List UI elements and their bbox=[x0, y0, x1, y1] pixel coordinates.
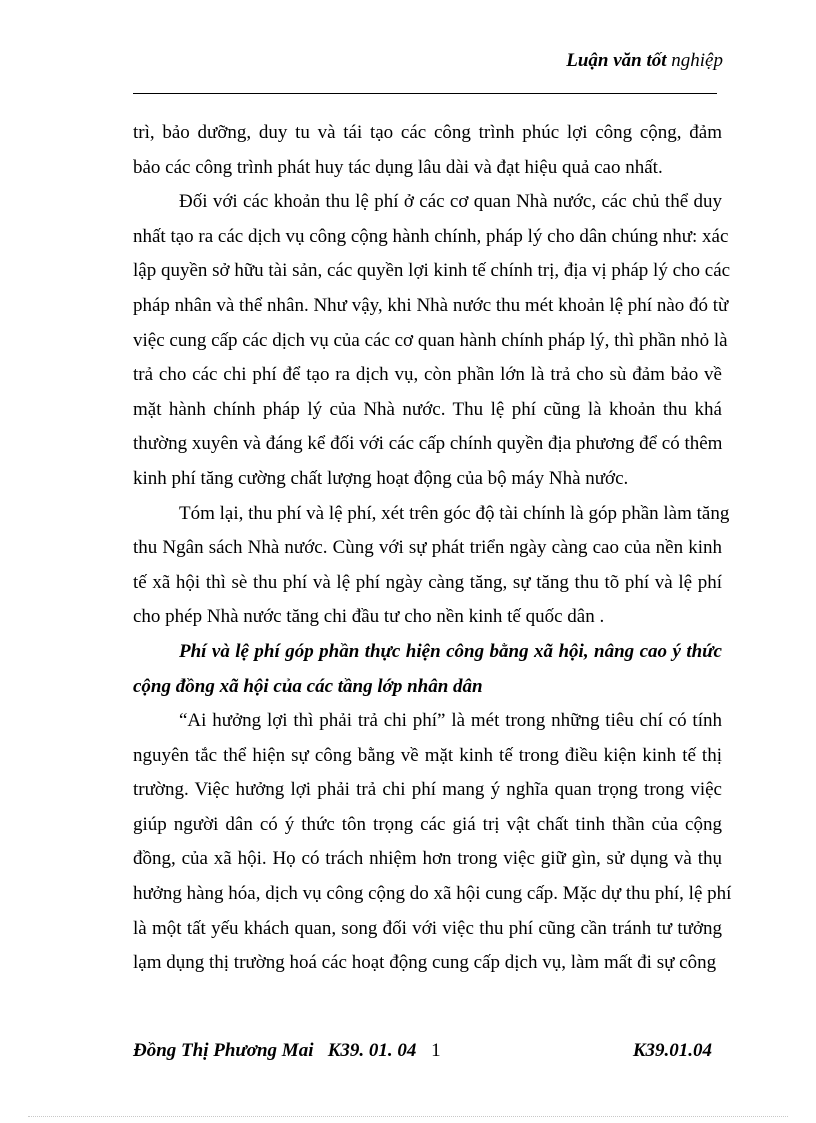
text-line: Tóm lại, thu phí và lệ phí, xét trên góc độ tài chính là góp phần làm tăng bbox=[179, 502, 730, 524]
text-line: “Ai hưởng lợi thì phải trả chi phí” là mét trong những tiêu chí có tính bbox=[179, 710, 722, 732]
footer-author bbox=[133, 1040, 441, 1062]
text-line: trả cho các chi phí để tạo ra dịch vụ, còn phần lớn là trả cho sù đảm bảo về bbox=[133, 364, 722, 386]
text-line: việc cung cấp các dịch vụ của các cơ quan hành chính pháp lý, thì phần nhỏ là bbox=[133, 329, 728, 351]
text-line: giúp người dân có ý thức tôn trọng các giá trị vật chất tinh thần của cộng bbox=[133, 813, 722, 835]
text-line: hưởng hàng hóa, dịch vụ công cộng do xã hội cung cấp. Mặc dự thu phí, lệ phí bbox=[133, 883, 732, 905]
text-line: lạm dụng thị trường hoá các hoạt động cung cấp dịch vụ, làm mất đi sự công bbox=[133, 952, 717, 974]
paragraph-3 bbox=[133, 497, 730, 635]
page-number: 1 bbox=[431, 1040, 441, 1061]
text-line: là một tất yếu khách quan, song đối với việc thu phí cũng cần tránh tư tưởng bbox=[133, 917, 722, 939]
text-line: thường xuyên và đáng kể đối với các cấp chính quyền địa phương để có thêm bbox=[133, 433, 723, 455]
paragraph-1 bbox=[133, 116, 722, 185]
text-line: cho phép Nhà nước tăng chi đầu tư cho nền kinh tế quốc dân . bbox=[133, 606, 605, 628]
text-line: trì, bảo dưỡng, duy tu và tái tạo các công trình phúc lợi công cộng, đảm bbox=[133, 122, 722, 143]
document-body bbox=[133, 116, 732, 981]
heading-line: cộng đồng xã hội của các tầng lớp nhân dân bbox=[133, 675, 483, 697]
heading-line: Phí và lệ phí góp phần thực hiện công bằng xã hội, nâng cao ý thức bbox=[179, 640, 722, 662]
section-heading bbox=[133, 635, 722, 704]
text-line: tế xã hội thì sè thu phí và lệ phí ngày càng tăng, sự tăng thu tõ phí và lệ phí bbox=[133, 571, 722, 593]
text-line: lập quyền sở hữu tài sản, các quyền lợi kinh tế chính trị, địa vị pháp lý cho các bbox=[133, 260, 731, 282]
text-line: bảo các công trình phát huy tác dụng lâu dài và đạt hiệu quả cao nhất. bbox=[133, 156, 663, 178]
page-header-title bbox=[566, 50, 723, 72]
text-line: trường. Việc hưởng lợi phải trả chi phí mang ý nghĩa quan trọng trong việc bbox=[133, 779, 722, 801]
header-title-bold: Luận văn tốt bbox=[566, 50, 667, 71]
text-line: thu Ngân sách Nhà nước. Cùng với sự phát triển ngày càng cao của nền kinh bbox=[133, 537, 722, 559]
text-line: nhất tạo ra các dịch vụ công cộng hành chính, pháp lý cho dân chúng như: xác bbox=[133, 225, 729, 247]
text-line: kinh phí tăng cường chất lượng hoạt động của bộ máy Nhà nước. bbox=[133, 467, 629, 489]
text-line: nguyên tắc thể hiện sự công bằng về mặt kinh tế trong điều kiện kinh tế thị bbox=[133, 744, 722, 766]
text-line: mặt hành chính pháp lý của Nhà nước. Thu lệ phí cũng là khoản thu khá bbox=[133, 398, 722, 420]
footer-author-text: Đồng Thị Phương Mai K39. 01. 04 bbox=[133, 1040, 417, 1061]
header-divider bbox=[133, 93, 717, 94]
footer-class-code: K39.01.04 bbox=[632, 1040, 712, 1061]
header-title-rest: nghiệp bbox=[671, 50, 723, 71]
paragraph-2 bbox=[133, 185, 731, 496]
paragraph-4 bbox=[133, 704, 732, 981]
text-line: đồng, của xã hội. Họ có trách nhiệm hơn trong việc giữ gìn, sử dụng và thụ bbox=[133, 848, 722, 870]
text-line: pháp nhân và thể nhân. Như vậy, khi Nhà nước thu mét khoản lệ phí nào đó từ bbox=[133, 294, 729, 316]
text-line: Đối với các khoản thu lệ phí ở các cơ quan Nhà nước, các chủ thể duy bbox=[179, 191, 722, 213]
page-bottom-dotted-border bbox=[28, 1116, 788, 1117]
